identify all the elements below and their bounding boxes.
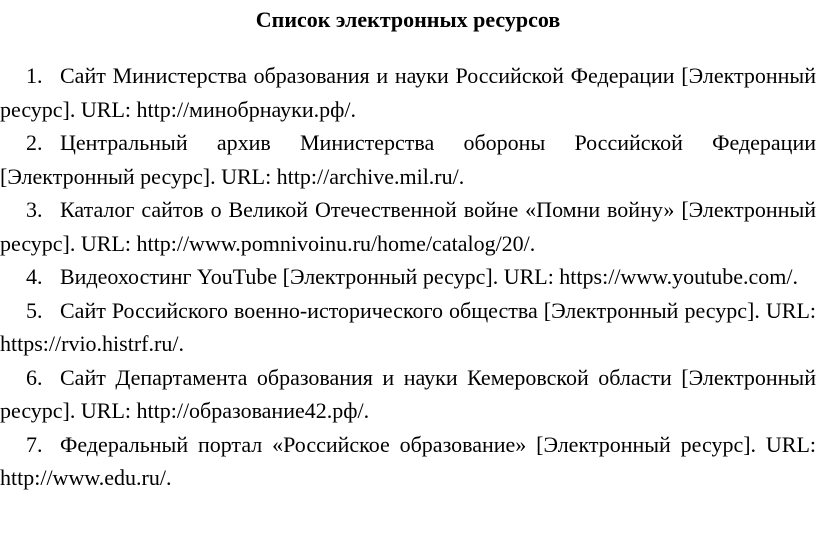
list-item	[0, 59, 816, 126]
item-number: 7.	[26, 431, 43, 457]
list-item	[0, 294, 816, 361]
item-number: 3.	[26, 197, 43, 222]
item-number: 6.	[26, 364, 43, 390]
page-title: Список электронных ресурсов	[255, 7, 561, 32]
item-text: Сайт Министерства образования и науки Российской Федерации [Электронный ресурс]. URL: http://минобрнауки.рф/.	[0, 63, 816, 122]
item-number: 2.	[26, 130, 43, 155]
item-text: Сайт Департамента образования и науки Кемеровской области [Электронный ресурс]. URL: http://образование42.рф/.	[0, 364, 816, 423]
item-number: 1.	[26, 63, 43, 88]
item-text: Федеральный портал «Российское образование» [Электронный ресурс]. URL: http://www.edu.ru/.	[0, 431, 816, 490]
item-text: Центральный архив Министерства обороны Российской Федерации [Электронный ресурс]. URL: http://archive.mil.ru/.	[0, 130, 816, 189]
list-item	[0, 193, 816, 260]
list-item	[0, 428, 816, 495]
list-item	[0, 260, 816, 294]
item-number: 4.	[26, 264, 43, 289]
list-item	[0, 126, 816, 193]
item-text: Каталог сайтов о Великой Отечественной войне «Помни войну» [Электронный ресурс]. URL: http://www.pomnivoinu.ru/home/catalog/20/.	[0, 197, 816, 256]
item-text: Видеохостинг YouTube [Электронный ресурс]. URL: https://www.youtube.com/.	[60, 264, 799, 289]
item-number: 5.	[26, 297, 43, 323]
item-text: Сайт Российского военно-исторического общества [Электронный ресурс]. URL: https://rvio.histrf.ru/.	[0, 297, 816, 356]
list-item	[0, 361, 816, 428]
resource-list	[0, 59, 816, 495]
